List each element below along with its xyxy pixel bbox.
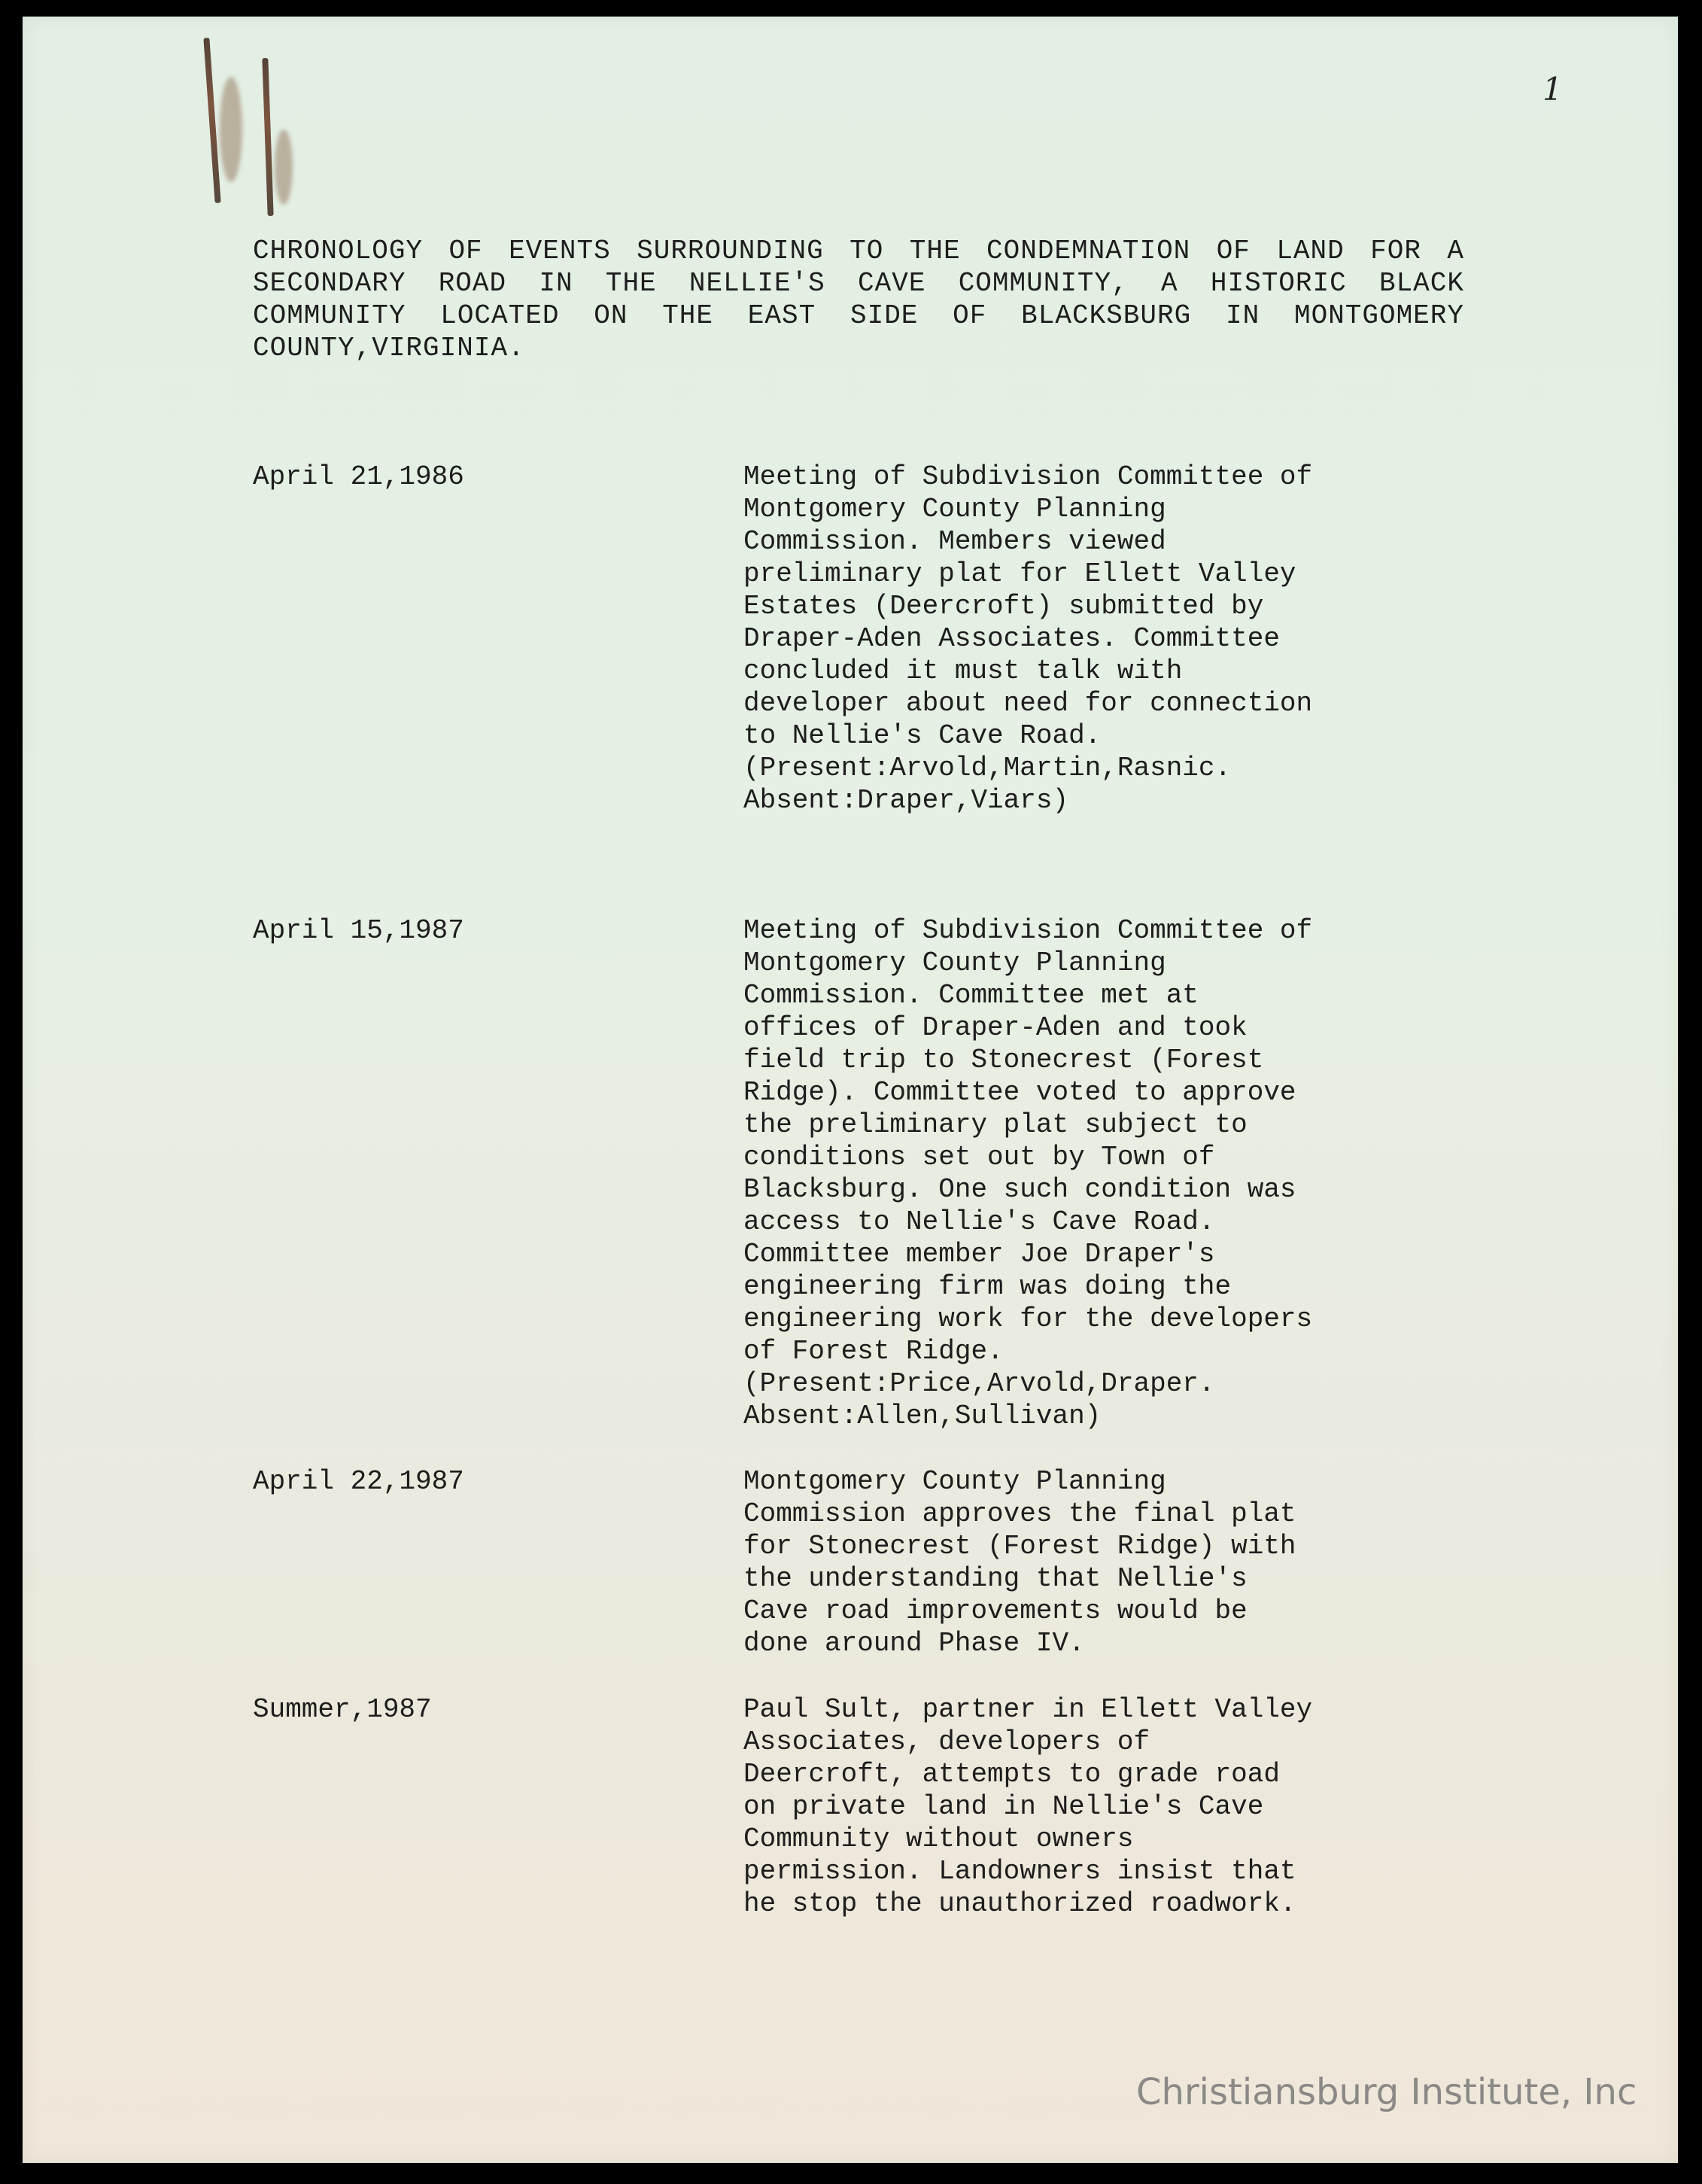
entry-description: Meeting of Subdivision Committee of Montgomery County Planning Commission. Committee met at offices of Draper-Aden and took field trip to Stonecrest (Forest Ridge). Committee voted to approve the preliminary plat subject to conditions set out by Town of Blacksburg. One such condition was access to Nellie's Cave Road. Committee member Joe Draper's engineering firm was doing the engineering work for the developers of Forest Ridge. (Present:Price,Arvold,Draper. Absent:Allen,Sullivan) (743, 915, 1313, 1431)
entry-date: April 22,1987 (253, 1466, 464, 1497)
page-number: 1 (1542, 71, 1563, 108)
watermark: Christiansburg Institute, Inc (1136, 2071, 1637, 2113)
rust-stain (275, 129, 293, 205)
document-page (23, 17, 1678, 2163)
rust-stain (220, 77, 242, 182)
entry-date: April 15,1987 (253, 915, 464, 946)
entry-description: Paul Sult, partner in Ellett Valley Associates, developers of Deercroft, attempts to grade road on private land in Nellie's Cave Community without owners permission. Landowners insist that he stop the unauthorized roadwork. (743, 1694, 1313, 1919)
staple-mark (262, 58, 273, 216)
entry-date: Summer,1987 (253, 1694, 432, 1725)
entry-description: Montgomery County Planning Commission approves the final plat for Stonecrest (Forest Ridge) with the understanding that Nellie's Cave road improvements would be done around Phase IV. (743, 1466, 1296, 1659)
entry-description: Meeting of Subdivision Committee of Montgomery County Planning Commission. Members viewed preliminary plat for Ellett Valley Estates (Deercroft) submitted by Draper-Aden Associates. Committee concluded it must talk with developer about need for connection to Nellie's Cave Road. (Present:Arvold,Martin,Rasnic. Absent:Draper,Viars) (743, 461, 1313, 816)
document-title: CHRONOLOGY OF EVENTS SURROUNDING TO THE CONDEMNATION OF LAND FOR A SECONDARY ROAD IN THE NELLIE'S CAVE COMMUNITY, A HISTORIC BLACK COMMUNITY LOCATED ON THE EAST SIDE OF BLACKSBURG IN MONTGOMERY COUNTY,VIRGINIA. (253, 236, 1464, 363)
staple-mark (203, 38, 220, 203)
entry-date: April 21,1986 (253, 461, 464, 492)
